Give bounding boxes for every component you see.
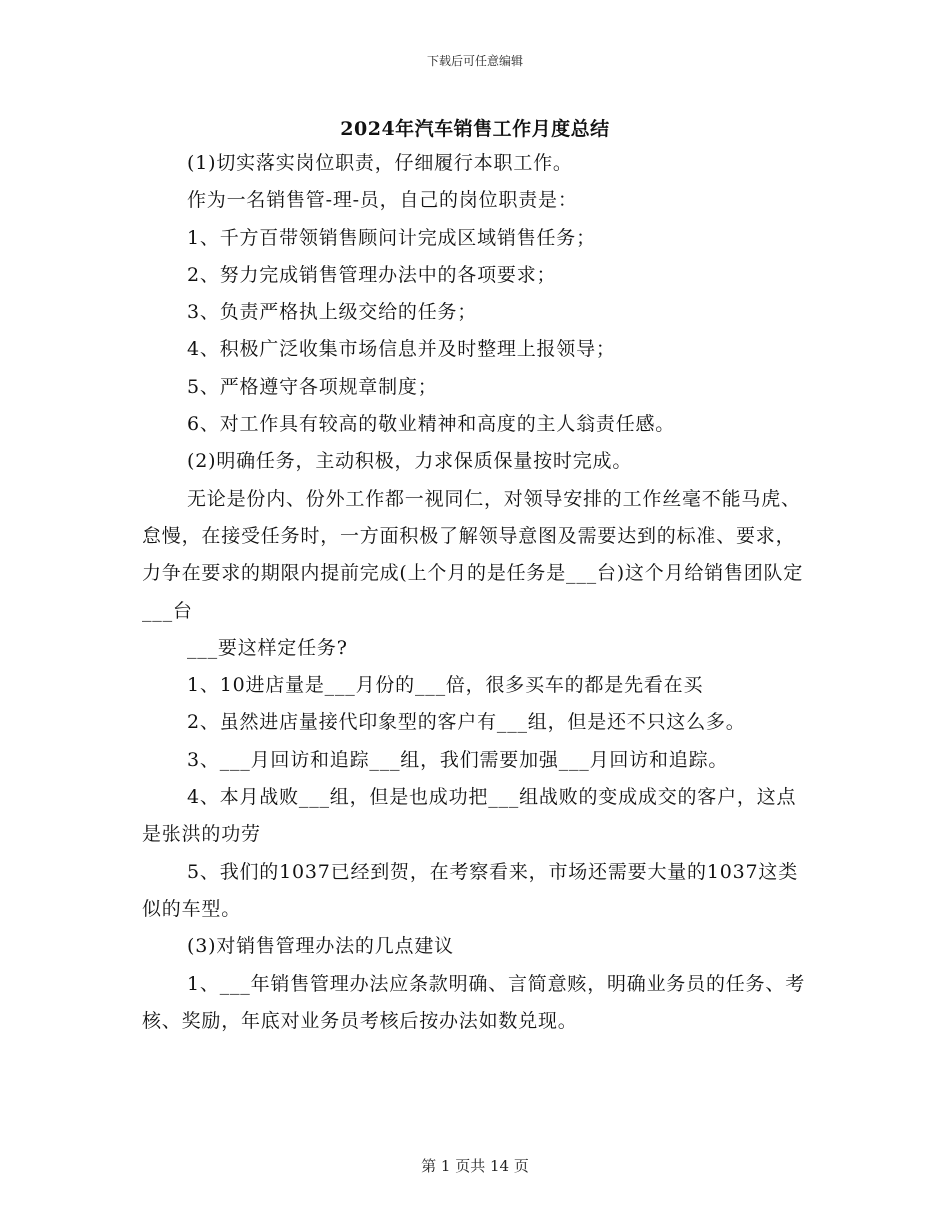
paragraph: (2)明确任务，主动积极，力求保质保量按时完成。 [187, 450, 633, 473]
paragraph: 1、10进店量是___月份的___倍，很多买车的都是先看在买 [187, 674, 704, 697]
paragraph: 5、我们的1037已经到贺，在考察看来，市场还需要大量的1037这类似的车型。 [142, 860, 798, 920]
paragraph: 3、负责严格执上级交给的任务； [187, 301, 478, 324]
document-title: 2024年汽车销售工作月度总结 [340, 118, 610, 140]
paragraph: 6、对工作具有较高的敬业精神和高度的主人翁责任感。 [187, 413, 676, 436]
paragraph: 4、积极广泛收集市场信息并及时整理上报领导； [187, 338, 616, 361]
paragraph: (3)对销售管理办法的几点建议 [187, 935, 454, 958]
paragraph: ___要这样定任务? [187, 636, 348, 659]
paragraph: 4、本月战败___组，但是也成功把___组战败的变成成交的客户，这点是张洪的功劳 [142, 786, 797, 846]
paragraph: 2、虽然进店量接代印象型的客户有___组，但是还不只这么多。 [187, 711, 746, 734]
paragraph: 作为一名销售管-理-员，自己的岗位职责是： [187, 189, 578, 212]
paragraph: 1、___年销售管理办法应条款明确、言简意赅，明确业务员的任务、考核、奖励，年底对业务员考核后按办法如数兑现。 [142, 972, 805, 1032]
paragraph: 5、严格遵守各项规章制度； [187, 375, 438, 398]
page-footer: 第 1 页共 14 页 [421, 1157, 529, 1175]
paragraph: 3、___月回访和追踪___组，我们需要加强___月回访和追踪。 [187, 748, 729, 771]
header-note: 下载后可任意编辑 [426, 54, 523, 68]
paragraph: 无论是份内、份外工作都一视同仁，对领导安排的工作丝毫不能马虎、怠慢，在接受任务时，一方面积极了解领导意图及需要达到的标准、要求，力争在要求的期限内提前完成(上个月的是任务是___台)这个月给销售团队定___台 [142, 487, 804, 622]
paragraph: (1)切实落实岗位职责，仔细履行本职工作。 [187, 152, 573, 174]
paragraph: 2、努力完成销售管理办法中的各项要求； [187, 263, 557, 286]
paragraph: 1、千方百带领销售顾问计完成区域销售任务； [187, 226, 596, 249]
document-body [142, 145, 810, 1040]
